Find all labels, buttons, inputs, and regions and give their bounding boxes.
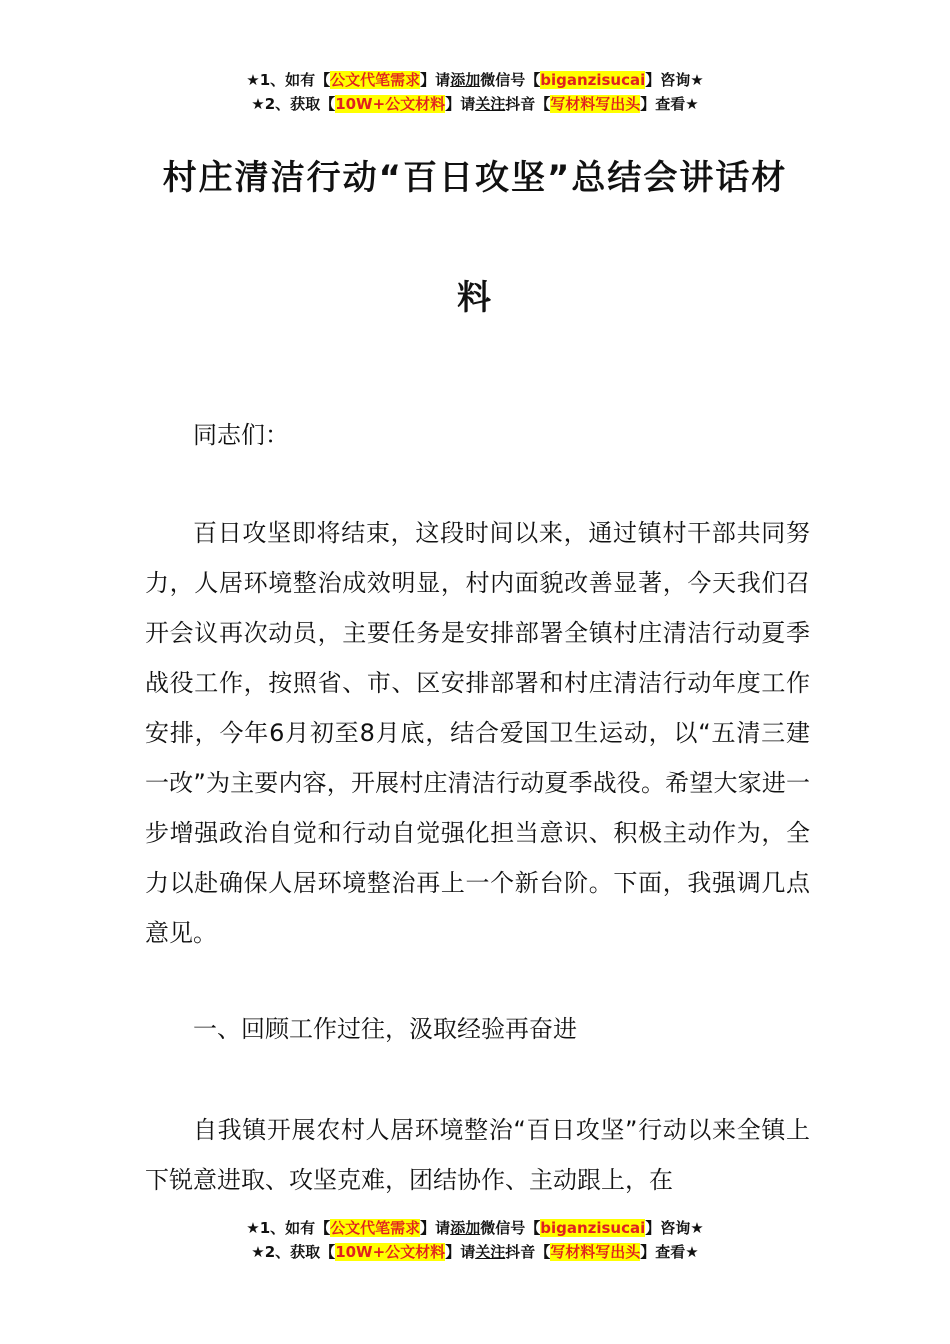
promo-text: ★1、如有【 [246, 71, 331, 89]
promo-text: 抖音【 [505, 95, 551, 113]
promo-text: ★1、如有【 [246, 1219, 331, 1237]
promo-text: 】请 [445, 95, 476, 113]
promo-text: 】查看★ [640, 95, 699, 113]
promo-highlight: 写材料写出头 [550, 95, 641, 113]
promo-text: 抖音【 [505, 1243, 551, 1261]
promo-highlight: 公文代笔需求 [330, 1219, 421, 1237]
promo-underlined: 添加 [450, 1219, 481, 1237]
document-title-line-2: 料 [457, 278, 493, 318]
salutation-text: 同志们： [193, 421, 289, 449]
paragraph-2 [145, 1105, 810, 1205]
promo-text: 】请 [420, 1219, 451, 1237]
promo-highlight: 公文代笔需求 [330, 71, 421, 89]
promo-text: 微信号【 [480, 1219, 541, 1237]
promo-highlight: 10W+公文材料 [335, 95, 446, 113]
promo-text: ★2、获取【 [251, 95, 336, 113]
promo-line-2 [0, 92, 950, 116]
promo-text: 】请 [420, 71, 451, 89]
promo-text: ★2、获取【 [251, 1243, 336, 1261]
promo-highlight: biganzisucai [540, 1219, 646, 1237]
promo-underlined: 添加 [450, 71, 481, 89]
promo-line-2 [0, 1240, 950, 1264]
salutation [145, 410, 810, 460]
promo-text: 】查看★ [640, 1243, 699, 1261]
promo-underlined: 关注 [475, 1243, 506, 1261]
promo-line-1 [0, 1216, 950, 1240]
promo-text: 】咨询★ [645, 1219, 704, 1237]
promo-text: 】咨询★ [645, 71, 704, 89]
promo-text: 】请 [445, 1243, 476, 1261]
document-title-line-1: 村庄清洁行动“百日攻坚”总结会讲话材 [162, 158, 788, 198]
paragraph-1 [145, 508, 810, 958]
promo-highlight: 10W+公文材料 [335, 1243, 446, 1261]
section-heading-1-text: 一、回顾工作过往，汲取经验再奋进 [193, 1015, 577, 1043]
promo-line-1 [0, 68, 950, 92]
promo-underlined: 关注 [475, 95, 506, 113]
promo-text: 微信号【 [480, 71, 541, 89]
paragraph-2-text: 自我镇开展农村人居环境整治“百日攻坚”行动以来全镇上下锐意进取、攻坚克难，团结协作、主动跟上，在 [145, 1116, 810, 1194]
bottom-promo-banner [0, 1216, 950, 1264]
paragraph-1-text: 百日攻坚即将结束，这段时间以来，通过镇村干部共同努力，人居环境整治成效明显，村内面貌改善显著，今天我们召开会议再次动员，主要任务是安排部署全镇村庄清洁行动夏季战役工作，按照省、市、区安排部署和村庄清洁行动年度工作安排，今年6月初至8月底，结合爱国卫生运动，以“五清三建一改”为主要内容，开展村庄清洁行动夏季战役。希望大家进一步增强政治自觉和行动自觉强化担当意识、积极主动作为，全力以赴确保人居环境整治再上一个新台阶。下面，我强调几点意见。 [145, 519, 810, 947]
promo-highlight: biganzisucai [540, 71, 646, 89]
section-heading-1 [145, 1004, 810, 1054]
top-promo-banner [0, 68, 950, 116]
promo-highlight: 写材料写出头 [550, 1243, 641, 1261]
